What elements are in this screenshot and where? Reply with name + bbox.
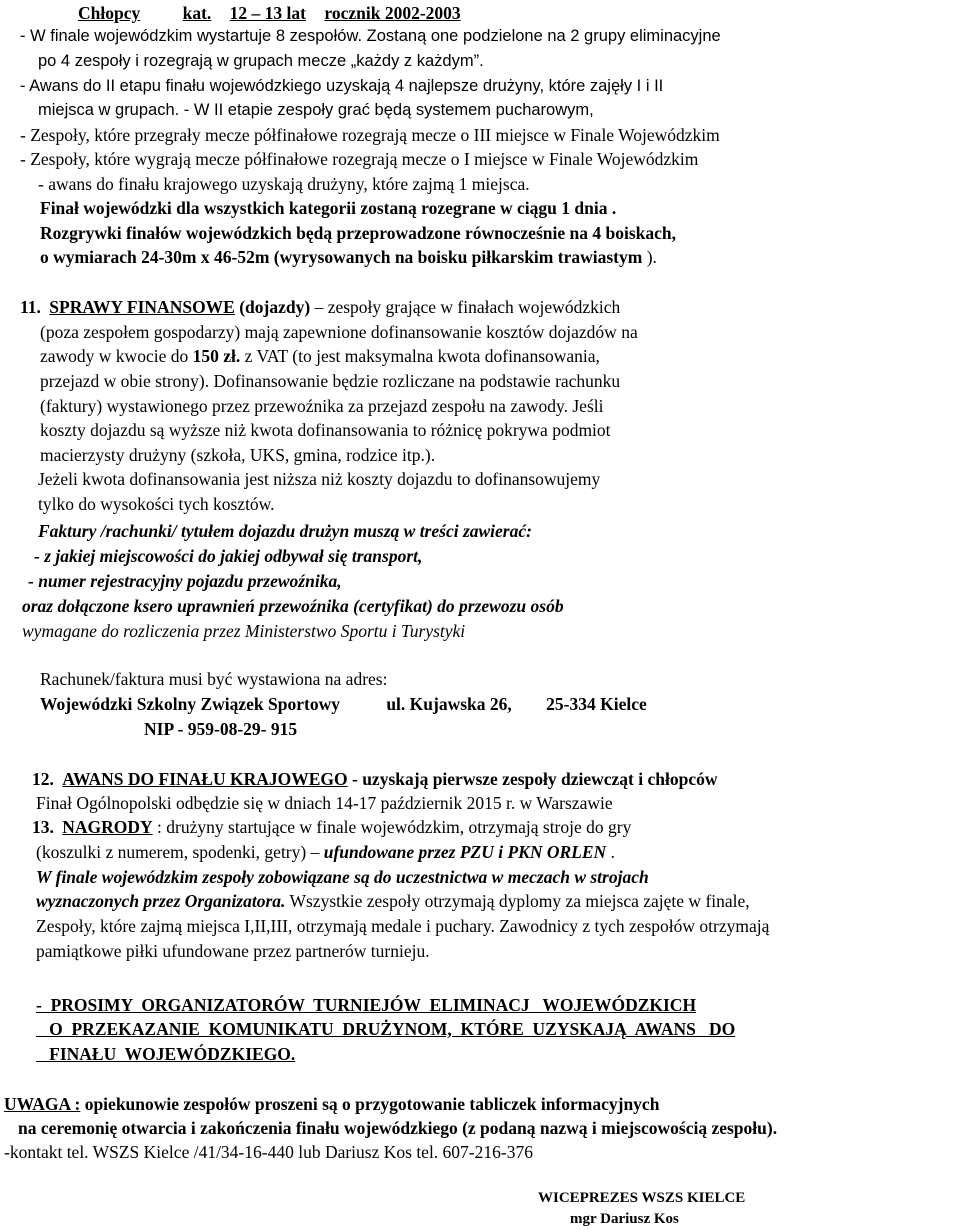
section-13-line-2 (36, 841, 615, 863)
section-13-line-1: : drużyny startujące w finale wojewódzkim, otrzymają stroje do gry (152, 817, 632, 837)
rules-line-10-bold: o wymiarach 24-30m x 46-52m (wyrysowanych na boisku piłkarskim trawiastym (40, 247, 643, 267)
section-11-line-6: koszty dojazdu są wyższe niż kwota dofinansowania to różnicę pokrywa podmiot (40, 420, 611, 440)
section-11-line-7: macierzysty drużyny (szkoła, UKS, gmina, rodzice itp.). (40, 445, 436, 465)
section-13-line-3: W finale wojewódzkim zespoły zobowiązane są do uczestnictwa w meczach w strojach (36, 867, 649, 887)
section-11-line-3-a: zawody w kwocie do (40, 346, 193, 366)
section-11-line-5: (faktury) wystawionego przez przewoźnika za przejazd zespołu na zawody. Jeśli (40, 396, 604, 416)
contact-line: -kontakt tel. WSZS Kielce /41/34-16-440 lub Dariusz Kos tel. 607-216-376 (4, 1142, 533, 1162)
section-11-line-2: (poza zespołem gospodarzy) mają zapewnione dofinansowanie kosztów dojazdów na (40, 322, 638, 342)
section-12-line-2: Finał Ogólnopolski odbędzie się w dniach 14-17 październik 2015 r. w Warszawie (36, 793, 613, 813)
invoice-nip: NIP - 959-08-29- 915 (144, 719, 298, 739)
section-11-line-9: tylko do wysokości tych kosztów. (38, 494, 275, 514)
section-13-number: 13. (32, 817, 54, 837)
note-line-2: na ceremonię otwarcia i zakończenia finału wojewódzkiego (z podaną nazwą i miejscowością zespołu). (18, 1118, 778, 1138)
section-13-line-4-a: wyznaczonych przez Organizatora. (36, 891, 286, 911)
signature-name: mgr Dariusz Kos (570, 1211, 679, 1227)
section-12-title: AWANS DO FINAŁU KRAJOWEGO (62, 769, 348, 789)
request-line-3: FINAŁU WOJEWÓDZKIEGO. (36, 1044, 296, 1064)
note-line-1: opiekunowie zespołów proszeni są o przygotowanie tabliczek informacyjnych (80, 1094, 660, 1114)
rules-line-10 (40, 246, 657, 268)
funding-amount: 150 zł. (192, 346, 241, 366)
request-line-2: O PRZEKAZANIE KOMUNIKATU DRUŻYNOM, KTÓRE UZYSKAJĄ AWANS DO (36, 1019, 736, 1039)
rules-line-7: - awans do finału krajowego uzyskają drużyny, które zajmą 1 miejsca. (38, 174, 530, 194)
invoice-address-line (40, 693, 647, 715)
signature-title: WICEPREZES WSZS KIELCE (538, 1190, 746, 1206)
section-13-line-4-b: Wszystkie zespoły otrzymają dyplomy za miejsca zajęte w finale, (285, 891, 750, 911)
section-13-line-5: Zespoły, które zajmą miejsca I,II,III, otrzymają medale i puchary. Zawodnicy z tych zespołów otrzymają (36, 916, 770, 936)
section-13-line-2-a: (koszulki z numerem, spodenki, getry) – (36, 842, 324, 862)
invoice-requirements-title: Faktury /rachunki/ tytułem dojazdu drużyn muszą w treści zawierać: (38, 521, 532, 541)
section-13-title: NAGRODY (62, 817, 153, 837)
invoice-requirement-2: - numer rejestracyjny pojazdu przewoźnika, (28, 571, 342, 591)
invoice-requirement-3: oraz dołączone ksero uprawnień przewoźnika (certyfikat) do przewozu osób (22, 596, 564, 616)
section-11-line-1: – zespoły grające w finałach wojewódzkich (310, 297, 621, 317)
rules-line-10-end: ). (642, 247, 657, 267)
sponsors: ufundowane przez PZU i PKN ORLEN (323, 842, 607, 862)
category-rocznik: rocznik 2002-2003 (324, 3, 461, 23)
section-11-line-3-b: z VAT (to jest maksymalna kwota dofinansowania, (240, 346, 600, 366)
note-label: UWAGA : (4, 1094, 81, 1114)
category-header (78, 2, 461, 24)
rules-line-1: - W finale wojewódzkim wystartuje 8 zespołów. Zostaną one podzielone na 2 grupy eliminacyjne (20, 27, 721, 45)
rules-line-4: miejsca w grupach. - W II etapie zespoły grać będą systemem pucharowym, (38, 101, 594, 119)
section-12-heading (32, 768, 718, 790)
section-11-line-8: Jeżeli kwota dofinansowania jest niższa niż koszty dojazdu to dofinansowujemy (38, 469, 601, 489)
section-13-heading (32, 816, 631, 838)
section-11-title: SPRAWY FINANSOWE (49, 297, 235, 317)
rules-line-5: - Zespoły, które przegrały mecze półfinałowe rozegrają mecze o III miejsce w Finale Wojewódzkim (20, 125, 720, 145)
section-11-line-4: przejazd w obie strony). Dofinansowanie będzie rozliczane na podstawie rachunku (40, 371, 621, 391)
rules-line-8: Finał wojewódzki dla wszystkich kategorii zostaną rozegrane w ciągu 1 dnia . (40, 198, 617, 218)
rules-line-3: - Awans do II etapu finału wojewódzkiego uzyskają 4 najlepsze drużyny, które zajęły I i II (20, 77, 664, 95)
category-label: Chłopcy (78, 3, 141, 23)
section-13-line-4 (36, 890, 750, 912)
note-heading (4, 1093, 659, 1115)
section-11-number: 11. (20, 297, 41, 317)
invoice-organization: Wojewódzki Szkolny Związek Sportowy (40, 694, 340, 714)
rules-line-9: Rozgrywki finałów wojewódzkich będą przeprowadzone równocześnie na 4 boiskach, (40, 223, 676, 243)
request-line-1: - PROSIMY ORGANIZATORÓW TURNIEJÓW ELIMINACJ WOJEWÓDZKICH (36, 995, 697, 1015)
category-kat: kat. (182, 3, 212, 23)
section-11-heading (20, 296, 620, 318)
rules-line-2: po 4 zespoły i rozegrają w grupach mecze „każdy z każdym”. (38, 52, 484, 70)
section-12-line-1: - uzyskają pierwsze zespoły dziewcząt i chłopców (347, 769, 718, 789)
section-13-line-2-c: . (606, 842, 615, 862)
invoice-street: ul. Kujawska 26, (386, 694, 512, 714)
section-11-title-suffix: (dojazdy) (234, 297, 311, 317)
section-11-line-3 (40, 345, 600, 367)
invoice-address-intro: Rachunek/faktura musi być wystawiona na adres: (40, 669, 388, 689)
invoice-requirement-4: wymagane do rozliczenia przez Ministerstwo Sportu i Turystyki (22, 621, 466, 641)
section-13-line-6: pamiątkowe piłki ufundowane przez partnerów turnieju. (36, 941, 430, 961)
invoice-city: 25-334 Kielce (546, 694, 647, 714)
invoice-requirement-1: - z jakiej miejscowości do jakiej odbywał się transport, (34, 546, 423, 566)
rules-line-6: - Zespoły, które wygrają mecze półfinałowe rozegrają mecze o I miejsce w Finale Wojewódzkim (20, 149, 699, 169)
category-age: 12 – 13 lat (229, 3, 306, 23)
section-12-number: 12. (32, 769, 54, 789)
